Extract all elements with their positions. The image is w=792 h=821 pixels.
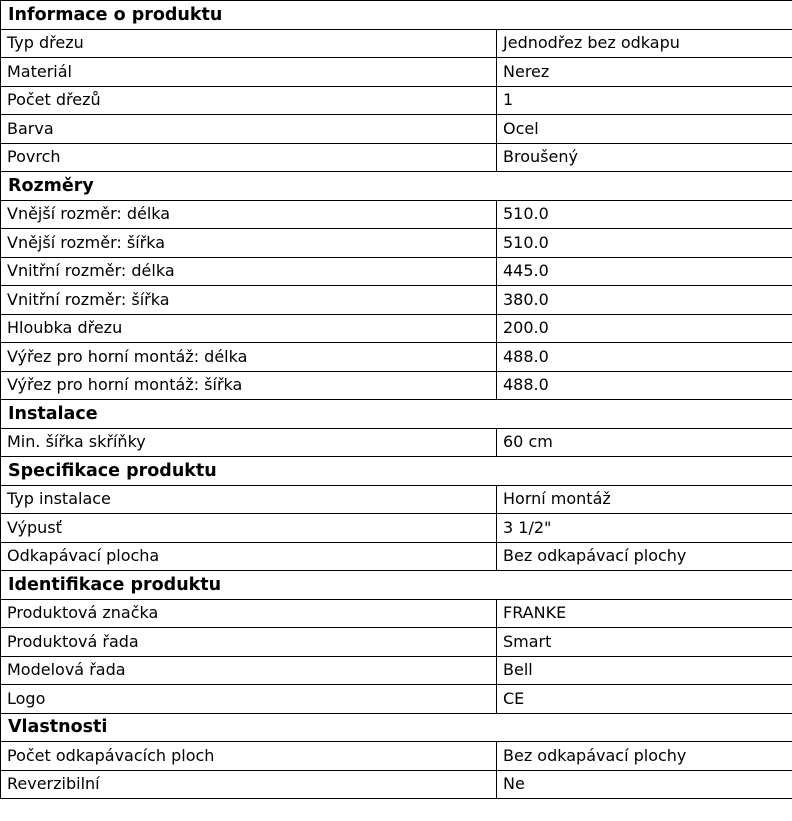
table-row — [1, 257, 792, 286]
spec-label: Typ dřezu — [1, 29, 497, 58]
spec-label: Výpusť — [1, 514, 497, 543]
table-row — [1, 314, 792, 343]
spec-value: CE — [497, 685, 792, 714]
section-header-row — [1, 400, 792, 429]
table-row — [1, 286, 792, 315]
spec-label: Výřez pro horní montáž: šířka — [1, 371, 497, 400]
spec-label: Vnější rozměr: šířka — [1, 229, 497, 258]
spec-label: Logo — [1, 685, 497, 714]
spec-value: Jednodřez bez odkapu — [497, 29, 792, 58]
table-row — [1, 599, 792, 628]
spec-value: Bez odkapávací plochy — [497, 542, 792, 571]
spec-value: 445.0 — [497, 257, 792, 286]
spec-label: Počet odkapávacích ploch — [1, 742, 497, 771]
spec-value: 3 1/2" — [497, 514, 792, 543]
spec-label: Odkapávací plocha — [1, 542, 497, 571]
spec-label: Reverzibilní — [1, 770, 497, 799]
spec-value: 1 — [497, 86, 792, 115]
section-header-row — [1, 1, 792, 30]
spec-label: Modelová řada — [1, 656, 497, 685]
spec-table-body — [1, 1, 792, 799]
spec-value: Broušený — [497, 143, 792, 172]
table-row — [1, 58, 792, 87]
spec-label: Barva — [1, 115, 497, 144]
section-title-rozmery: Rozměry — [1, 172, 792, 201]
table-row — [1, 86, 792, 115]
table-row — [1, 514, 792, 543]
table-row — [1, 371, 792, 400]
table-row — [1, 115, 792, 144]
spec-value: Ocel — [497, 115, 792, 144]
table-row — [1, 485, 792, 514]
spec-value: 510.0 — [497, 200, 792, 229]
spec-label: Počet dřezů — [1, 86, 497, 115]
spec-value: Horní montáž — [497, 485, 792, 514]
table-row — [1, 685, 792, 714]
section-title-specifikace-produktu: Specifikace produktu — [1, 457, 792, 486]
spec-value: Smart — [497, 628, 792, 657]
table-row — [1, 29, 792, 58]
spec-label: Typ instalace — [1, 485, 497, 514]
table-row — [1, 742, 792, 771]
table-row — [1, 343, 792, 372]
spec-value: 510.0 — [497, 229, 792, 258]
section-header-row — [1, 571, 792, 600]
table-row — [1, 542, 792, 571]
spec-label: Produktová řada — [1, 628, 497, 657]
table-row — [1, 229, 792, 258]
spec-label: Vnitřní rozměr: délka — [1, 257, 497, 286]
spec-value: Nerez — [497, 58, 792, 87]
spec-value: FRANKE — [497, 599, 792, 628]
spec-label: Vnitřní rozměr: šířka — [1, 286, 497, 315]
spec-label: Produktová značka — [1, 599, 497, 628]
section-header-row — [1, 172, 792, 201]
spec-label: Min. šířka skříňky — [1, 428, 497, 457]
spec-value: 488.0 — [497, 343, 792, 372]
section-title-vlastnosti: Vlastnosti — [1, 713, 792, 742]
table-row — [1, 200, 792, 229]
table-row — [1, 143, 792, 172]
spec-value: 60 cm — [497, 428, 792, 457]
table-row — [1, 428, 792, 457]
spec-label: Povrch — [1, 143, 497, 172]
spec-value: 200.0 — [497, 314, 792, 343]
spec-value: Bell — [497, 656, 792, 685]
section-header-row — [1, 457, 792, 486]
section-header-row — [1, 713, 792, 742]
spec-label: Vnější rozměr: délka — [1, 200, 497, 229]
section-title-instalace: Instalace — [1, 400, 792, 429]
section-title-identifikace-produktu: Identifikace produktu — [1, 571, 792, 600]
spec-value: 488.0 — [497, 371, 792, 400]
spec-value: 380.0 — [497, 286, 792, 315]
spec-value: Bez odkapávací plochy — [497, 742, 792, 771]
spec-label: Hloubka dřezu — [1, 314, 497, 343]
spec-value: Ne — [497, 770, 792, 799]
spec-label: Materiál — [1, 58, 497, 87]
section-title-informace-o-produktu: Informace o produktu — [1, 1, 792, 30]
table-row — [1, 656, 792, 685]
table-row — [1, 628, 792, 657]
table-row — [1, 770, 792, 799]
spec-label: Výřez pro horní montáž: délka — [1, 343, 497, 372]
